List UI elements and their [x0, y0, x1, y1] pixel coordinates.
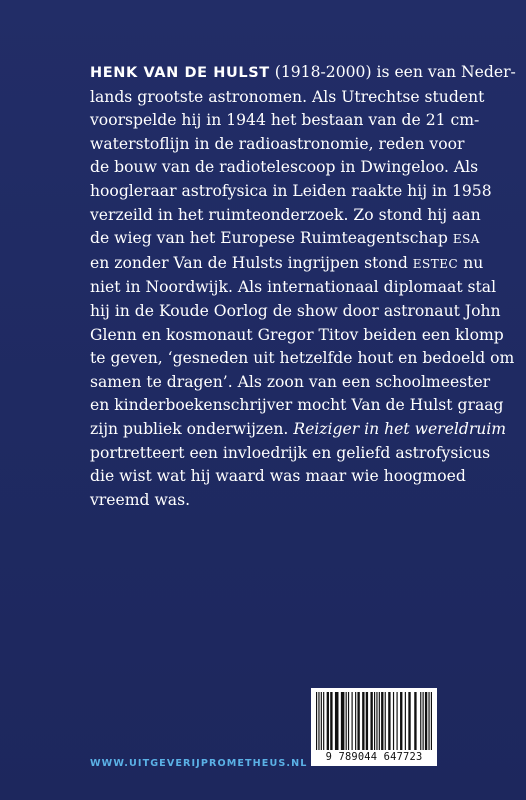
barcode-bar: [355, 692, 356, 750]
blurb-line: hij in de Koude Oorlog de show door astronaut John: [90, 301, 501, 320]
barcode-bar: [414, 692, 416, 750]
blurb-line: verzeild in het ruimteonderzoek. Zo stond hij aan: [90, 205, 481, 224]
blurb-line: voorspelde hij in 1944 het bestaan van de 21 cm-: [90, 111, 480, 130]
isbn-digits: 9 789044 647723: [325, 751, 423, 763]
blurb-line: en kinderboekenschrijver mocht Van de Hulst graag: [90, 396, 504, 415]
barcode-bar: [388, 692, 390, 750]
barcode-bar: [366, 692, 368, 750]
barcode-bar: [400, 692, 402, 750]
barcode-bar: [357, 692, 359, 750]
blurb-line: lands grootste astronomen. Als Utrechtse student: [90, 87, 485, 106]
barcode-bar: [396, 692, 397, 750]
barcode-bar: [428, 692, 429, 750]
barcode-bar: [316, 692, 317, 750]
blurb-line: portretteert een invloedrijk en geliefd astrofysicus: [90, 443, 491, 462]
barcode-bar: [393, 692, 394, 750]
blurb-line: waterstoflijn in de radioastronomie, reden voor: [90, 134, 465, 153]
book-title: Reiziger in het wereldruim: [293, 419, 507, 438]
barcode-bar: [408, 692, 410, 750]
blurb-line: hoogleraar astrofysica in Leiden raakte hij in 1958: [90, 181, 492, 200]
blurb-line: vreemd was.: [90, 490, 191, 509]
barcode-bar: [327, 692, 329, 750]
barcode-bar: [321, 692, 322, 750]
blurb-line: en zonder Van de Hulsts ingrijpen stond ESTEC nu: [90, 253, 484, 272]
publisher-website[interactable]: WWW.UITGEVERIJPROMETHEUS.NL: [90, 758, 308, 769]
barcode-bar: [323, 692, 324, 750]
blurb-line: zijn publiek onderwijzen. Reiziger in het wereldruim: [90, 419, 507, 438]
barcode-bar: [318, 692, 319, 750]
blurb-line: Glenn en kosmonaut Gregor Titov beiden een klomp: [90, 325, 504, 344]
barcode-bar: [374, 692, 375, 750]
barcode-bar: [423, 692, 424, 750]
barcode-bar: [341, 692, 345, 750]
blurb-line: de wieg van het Europese Ruimteagentschap ESA: [90, 229, 480, 248]
barcode-bar: [370, 692, 372, 750]
author-name: HENK VAN DE HULST: [90, 65, 270, 81]
blurb-line: de bouw van de radiotelescoop in Dwingeloo. Als: [90, 158, 479, 177]
barcode-bar: [379, 692, 380, 750]
barcode-bar: [362, 692, 364, 750]
barcode-bar: [335, 692, 339, 750]
barcode-bar: [385, 692, 386, 750]
barcode-bar: [425, 692, 427, 750]
barcode-bar: [420, 692, 421, 750]
barcode-bar: [431, 692, 432, 750]
blurb-line: te geven, ‘gesneden uit hetzelfde hout en bedoeld om: [90, 349, 515, 368]
barcode-bar: [352, 692, 353, 750]
blurb-line: samen te dragen’. Als zoon van een schoolmeester: [90, 372, 491, 391]
barcode-bar: [376, 692, 377, 750]
blurb-text: [90, 61, 516, 512]
barcode-bar: [330, 692, 332, 750]
barcode-bar: [346, 692, 347, 750]
blurb-line: die wist wat hij waard was maar wie hoogmoed: [90, 467, 466, 486]
barcode-bar: [381, 692, 383, 750]
esa-acronym: ESA: [452, 232, 480, 247]
barcode-bars: [311, 688, 437, 752]
blurb-line: HENK VAN DE HULST (1918-2000) is een van Neder-: [90, 63, 516, 81]
blurb-line: niet in Noordwijk. Als internationaal diplomaat stal: [90, 278, 497, 297]
barcode-bar: [405, 692, 406, 750]
barcode-bar: [348, 692, 349, 750]
isbn-barcode: [311, 688, 437, 766]
estec-acronym: ESTEC: [412, 256, 459, 271]
